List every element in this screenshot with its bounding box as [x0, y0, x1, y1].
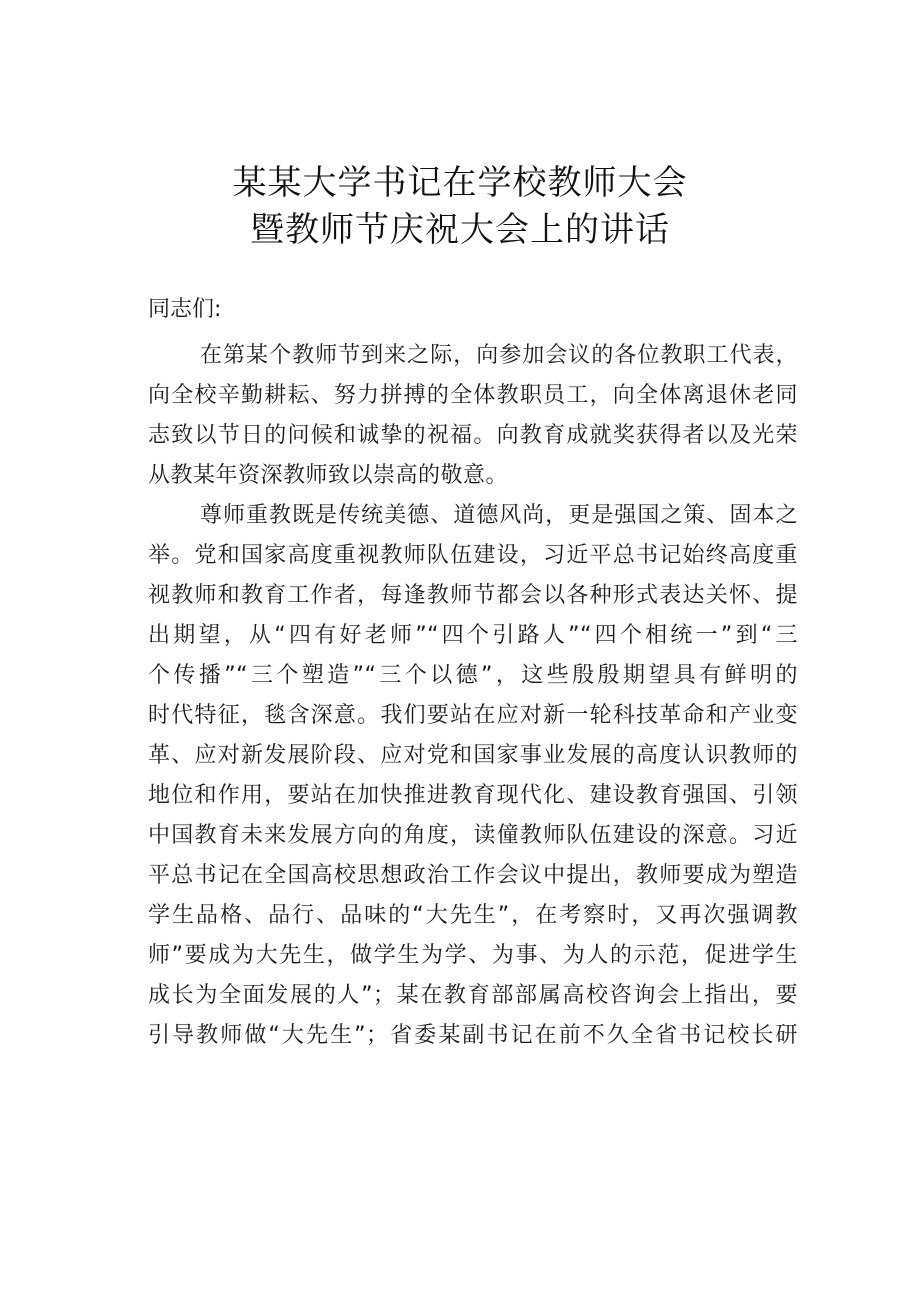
paragraph-line: 师”要成为大先生，做学生为学、为事、为人的示范，促进学生	[148, 943, 798, 968]
document-body	[148, 336, 798, 1056]
paragraph-line: 时代特征，毯含深意。我们要站在应对新一轮科技革命和产业变	[148, 703, 798, 728]
document-title-line-1: 某某大学书记在学校教师大会	[232, 163, 688, 203]
paragraph-line: 出期望，从“四有好老师”“四个引路人”“四个相统一”到“三	[148, 623, 798, 648]
paragraph-2	[148, 496, 798, 1056]
paragraph-line: 革、应对新发展阶段、应对党和国家事业发展的高度认识教师的	[148, 743, 798, 768]
paragraph-line: 举。党和国家高度重视教师队伍建设，习近平总书记始终高度重	[148, 543, 798, 568]
paragraph-line: 个传播”“三个塑造”“三个以德”，这些殷殷期望具有鲜明的	[148, 663, 798, 688]
paragraph-line: 向全校辛勤耕耘、努力拼搏的全体教职员工，向全体离退休老同	[148, 383, 798, 408]
paragraph-line: 志致以节日的问候和诚挚的祝福。向教育成就奖获得者以及光荣	[148, 423, 798, 448]
document-title-line-2: 暨教师节庆祝大会上的讲话	[250, 210, 670, 250]
salutation: 同志们:	[148, 297, 222, 322]
paragraph-line: 地位和作用，要站在加快推进教育现代化、建设教育强国、引领	[148, 783, 798, 808]
paragraph-line: 学生品格、品行、品味的“大先生”，在考察时，又再次强调教	[148, 903, 798, 928]
paragraph-line: 尊师重教既是传统美德、道德风尚，更是强国之策、固本之	[200, 503, 798, 528]
paragraph-line: 视教师和教育工作者，每逢教师节都会以各种形式表达关怀、提	[148, 583, 798, 608]
paragraph-line: 引导教师做“大先生”；省委某副书记在前不久全省书记校长研	[148, 1023, 798, 1048]
paragraph-1	[148, 336, 798, 496]
paragraph-line: 在第某个教师节到来之际，向参加会议的各位教职工代表，	[200, 343, 798, 368]
paragraph-line: 从教某年资深教师致以崇高的敬意。	[148, 463, 509, 488]
paragraph-line: 成长为全面发展的人”；某在教育部部属高校咨询会上指出，要	[148, 983, 798, 1008]
paragraph-line: 中国教育未来发展方向的角度，读僮教师队伍建设的深意。习近	[148, 823, 798, 848]
paragraph-line: 平总书记在全国高校思想政治工作会议中提出，教师要成为塑造	[148, 863, 798, 888]
